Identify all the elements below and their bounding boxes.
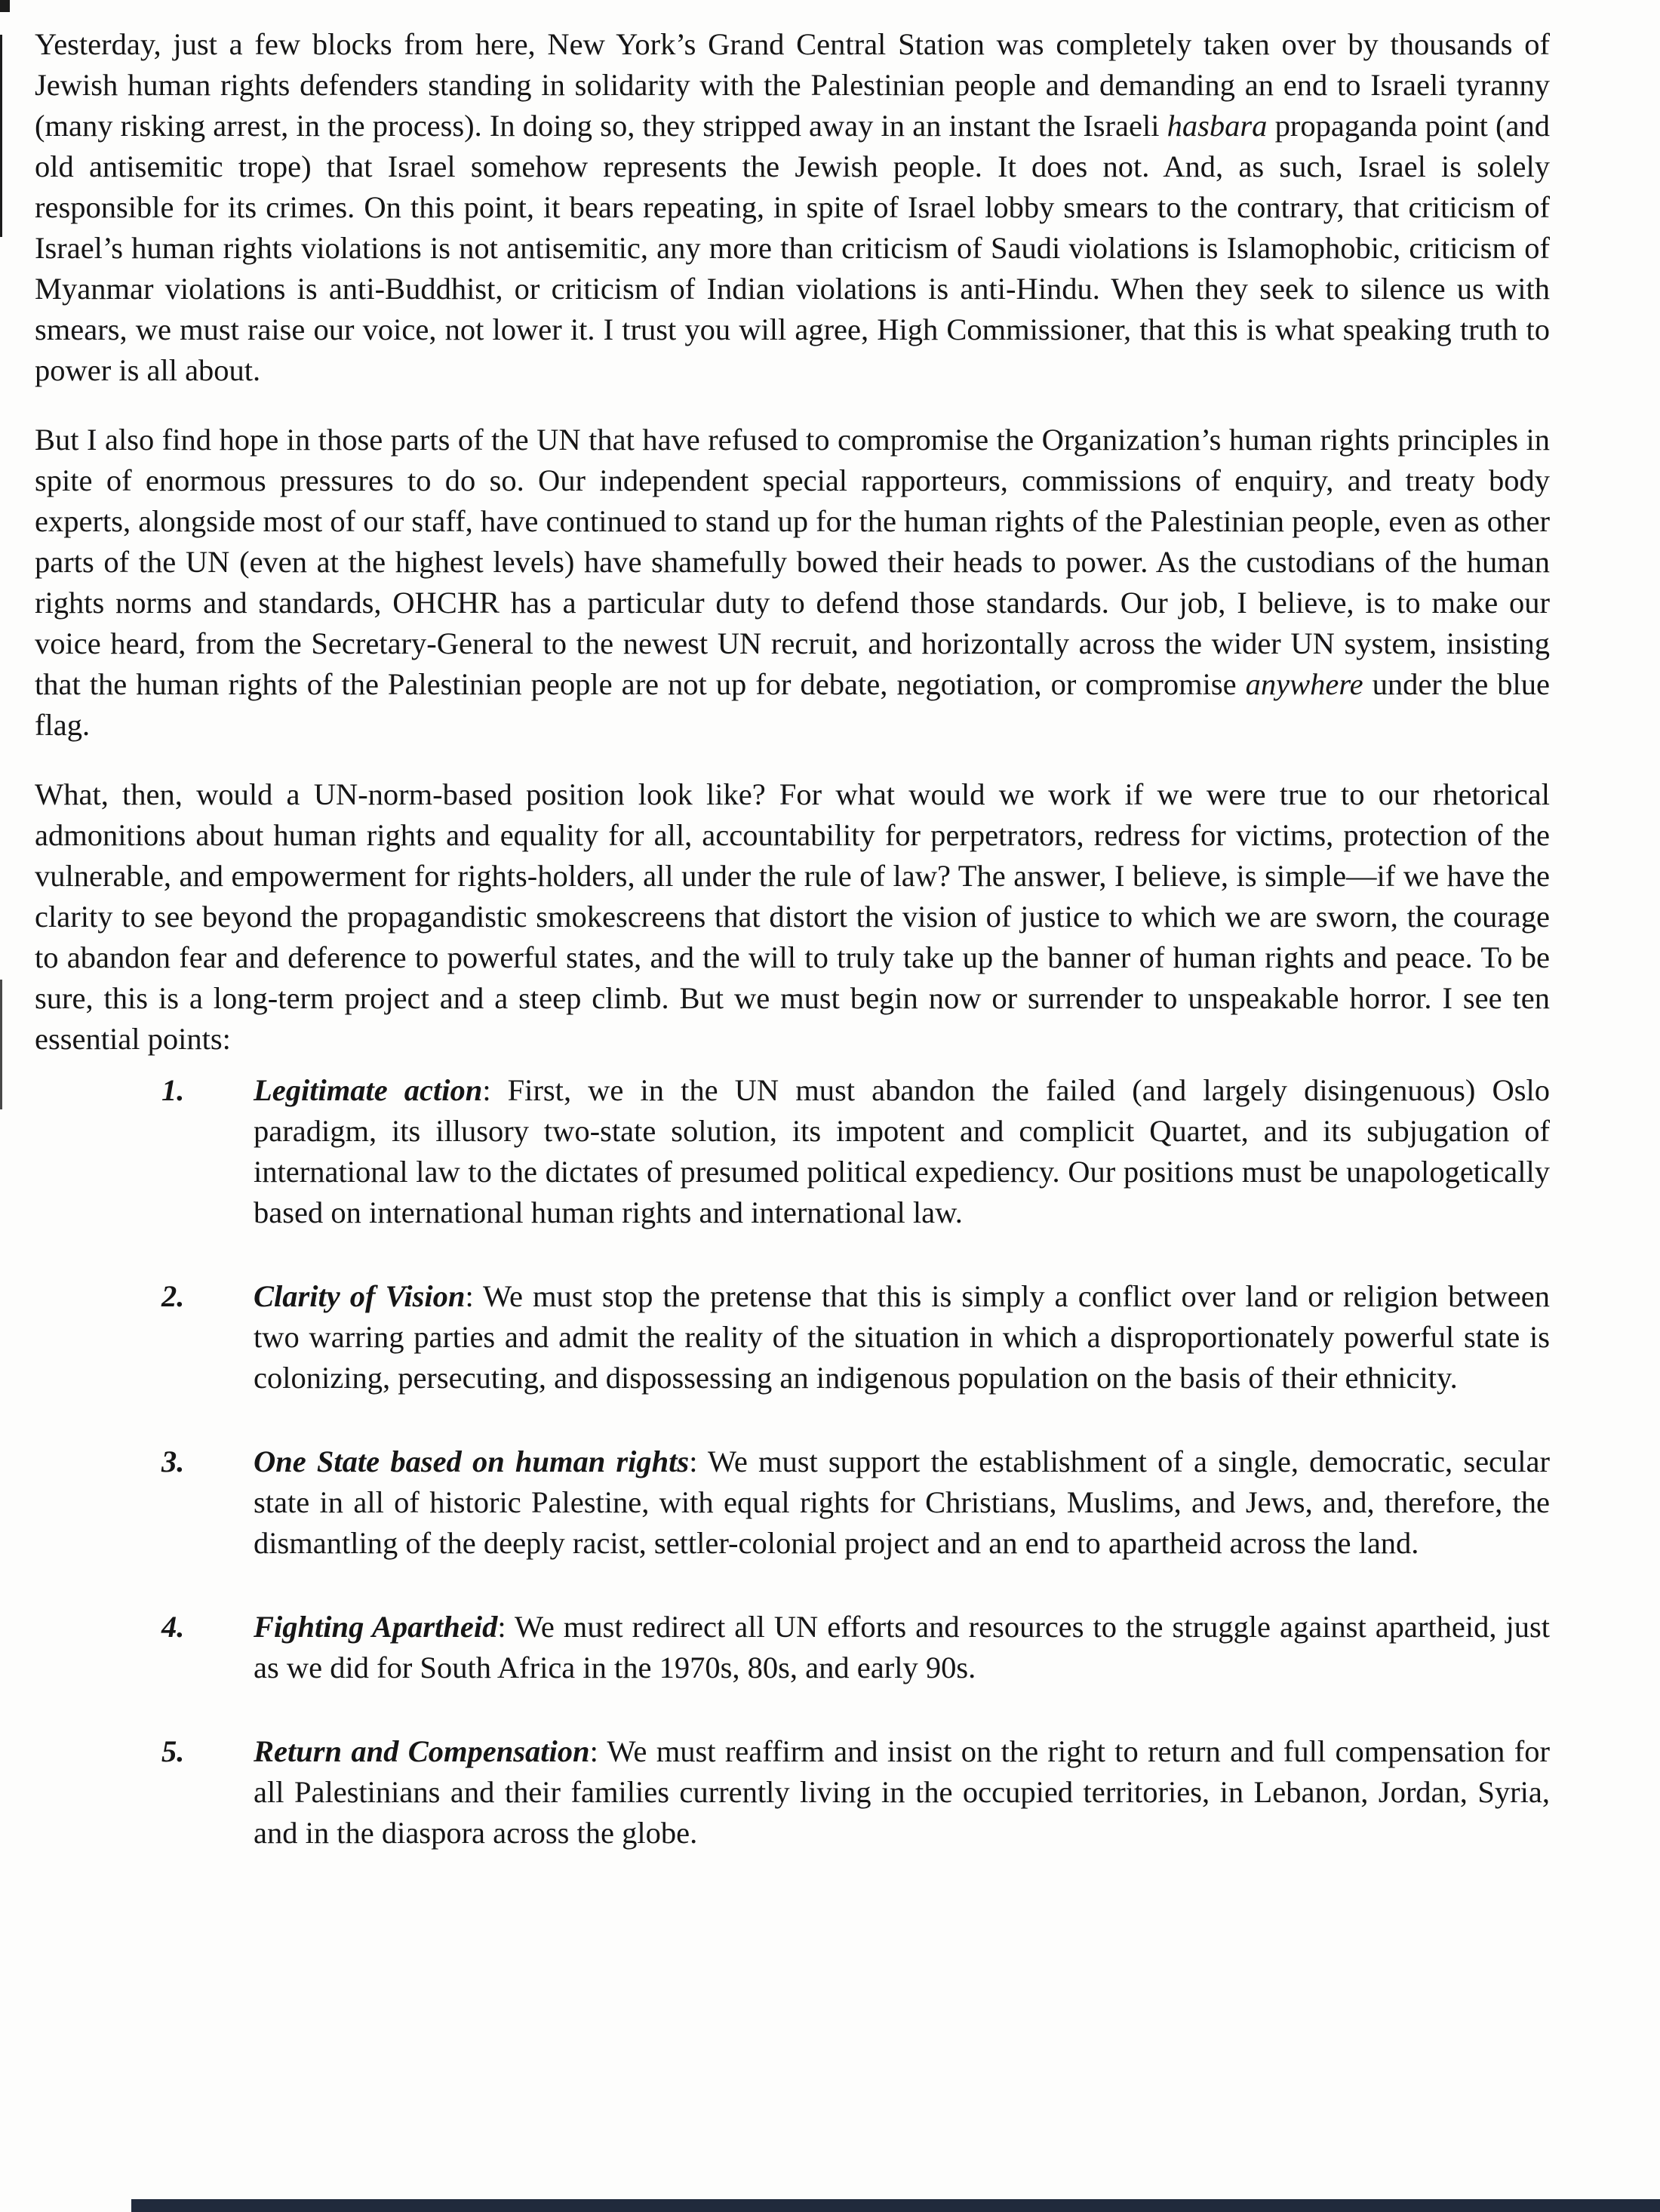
- list-item-number: 4.: [161, 1610, 185, 1644]
- list-item-number: 5.: [161, 1734, 185, 1768]
- paragraph-text: Yesterday, just a few blocks from here, New York’s Grand Central Station was completely taken over by thousands of Jewish human rights defenders standing in solidarity with the Palestinian people and demanding an end to Israeli tyranny (many risking arrest, in the process). In doing so, they stripped away in an instant the Israeli: [35, 27, 1550, 143]
- list-item-title: Clarity of Vision: [254, 1279, 466, 1313]
- essential-points-list: [35, 1070, 1550, 1854]
- list-item-body: : We must reaffirm and insist on the right to return and full compensation for all Palestinians and their families currently living in the occupied territories, in Lebanon, Jordan, Syria, and in the diaspora across the globe.: [254, 1734, 1550, 1850]
- paragraph-un-norm-position: [35, 774, 1550, 1060]
- list-item-title: Return and Compensation: [254, 1734, 590, 1768]
- italic-term-hasbara: hasbara: [1167, 109, 1268, 143]
- paragraph-text: What, then, would a UN-norm-based position look like? For what would we work if we were true to our rhetorical admonitions about human rights and equality for all, accountability for perpetrators, redress for victims, protection of the vulnerable, and empowerment for rights-holders, all under the rule of law? The answer, I believe, is simple—if we have the clarity to see beyond the propagandistic smokescreens that distort the vision of justice to which we are sworn, the courage to abandon fear and deference to powerful states, and the will to truly take up the banner of human rights and peace. To be sure, this is a long-term project and a steep climb. But we must begin now or surrender to unspeakable horror. I see ten essential points:: [35, 777, 1550, 1056]
- bottom-bar-artifact: [131, 2199, 1660, 2212]
- list-item: [35, 1276, 1550, 1398]
- paragraph-grand-central: [35, 24, 1550, 391]
- list-item-body: : First, we in the UN must abandon the failed (and largely disingenuous) Oslo paradigm, its illusory two-state solution, its impotent and complicit Quartet, and its subjugation of international law to the dictates of presumed political expediency. Our positions must be unapologetically based on international human rights and international law.: [254, 1073, 1550, 1229]
- list-item: [35, 1070, 1550, 1233]
- list-item-title: One State based on human rights: [254, 1444, 690, 1478]
- list-item-number: 2.: [161, 1279, 185, 1313]
- list-item-body: : We must redirect all UN efforts and resources to the struggle against apartheid, just as we did for South Africa in the 1970s, 80s, and early 90s.: [254, 1610, 1550, 1684]
- list-item-title: Legitimate action: [254, 1073, 483, 1107]
- italic-term-anywhere: anywhere: [1245, 667, 1363, 701]
- list-item-number: 3.: [161, 1444, 185, 1478]
- paragraph-text: propaganda point (and old antisemitic trope) that Israel somehow represents the Jewish people. It does not. And, as such, Israel is solely responsible for its crimes. On this point, it bears repeating, in spite of Israel lobby smears to the contrary, that criticism of Israel’s human rights violations is not antisemitic, any more than criticism of Saudi violations is Islamophobic, criticism of Myanmar violations is anti-Buddhist, or criticism of Indian violations is anti-Hindu. When they seek to silence us with smears, we must raise our voice, not lower it. I trust you will agree, High Commissioner, that this is what speaking truth to power is all about.: [35, 109, 1550, 387]
- list-item: [35, 1441, 1550, 1564]
- scan-left-edge-artifact: [0, 35, 2, 237]
- paragraph-text: under the blue flag.: [35, 667, 1551, 742]
- list-item-number: 1.: [161, 1073, 185, 1107]
- list-item-body: : We must support the establishment of a single, democratic, secular state in all of historic Palestine, with equal rights for Christians, Muslims, and Jews, and, therefore, the dismantling of the deeply racist, settler-colonial project and an end to apartheid across the land.: [254, 1444, 1550, 1560]
- scan-corner-artifact: [0, 0, 10, 12]
- letter-body: [35, 24, 1550, 1854]
- list-item: [35, 1731, 1550, 1854]
- paragraph-text: But I also find hope in those parts of the UN that have refused to compromise the Organization’s human rights principles in spite of enormous pressures to do so. Our independent special rapporteurs, commissions of enquiry, and treaty body experts, alongside most of our staff, have continued to stand up for the human rights of the Palestinian people, even as other parts of the UN (even at the highest levels) have shamefully bowed their heads to power. As the custodians of the human rights norms and standards, OHCHR has a particular duty to defend those standards. Our job, I believe, is to make our voice heard, from the Secretary-General to the newest UN recruit, and horizontally across the wider UN system, insisting that the human rights of the Palestinian people are not up for debate, negotiation, or compromise: [35, 423, 1551, 701]
- paragraph-hope-in-un: [35, 420, 1550, 746]
- list-item-title: Fighting Apartheid: [254, 1610, 498, 1644]
- list-item-body: : We must stop the pretense that this is simply a conflict over land or religion between two warring parties and admit the reality of the situation in which a disproportionately powerful state is colonizing, persecuting, and dispossessing an indigenous population on the basis of their ethnicity.: [254, 1279, 1551, 1395]
- scan-left-edge-artifact: [0, 980, 2, 1109]
- list-item: [35, 1607, 1550, 1688]
